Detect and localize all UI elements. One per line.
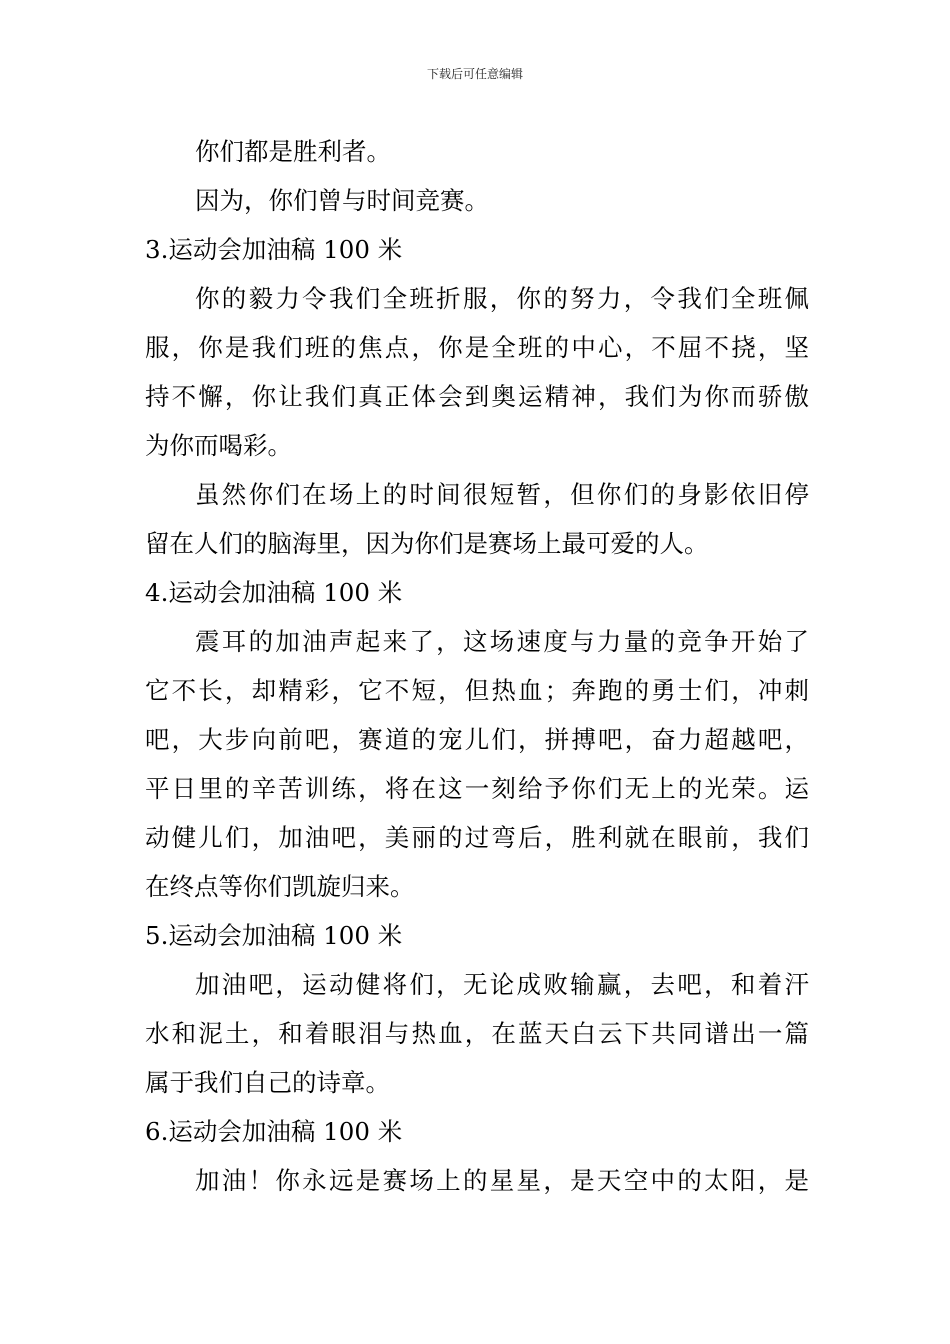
text-line: 虽然你们在场上的时间很短暂，但你们的身影依旧停: [195, 480, 809, 509]
text-line: 6.运动会加油稿 100 米: [145, 1117, 403, 1146]
text-line: 持不懈，你让我们真正体会到奥运精神，我们为你而骄傲: [145, 382, 809, 411]
text-line: 留在人们的脑海里，因为你们是赛场上最可爱的人。: [145, 529, 709, 558]
text-line: 3.运动会加油稿 100 米: [145, 235, 403, 264]
text-line: 震耳的加油声起来了，这场速度与力量的竞争开始了: [195, 627, 809, 656]
text-line: 动健儿们，加油吧，美丽的过弯后，胜利就在眼前，我们: [145, 823, 809, 852]
text-line: 你的毅力令我们全班折服，你的努力，令我们全班佩: [195, 284, 809, 313]
page-header: 下载后可任意编辑: [426, 67, 523, 81]
text-line: 加油吧，运动健将们，无论成败输赢，去吧，和着汗: [195, 970, 809, 999]
text-line: 在终点等你们凯旋归来。: [145, 872, 415, 901]
text-line: 5.运动会加油稿 100 米: [145, 921, 403, 950]
text-line: 你们都是胜利者。: [195, 137, 391, 166]
text-line: 属于我们自己的诗章。: [145, 1068, 390, 1097]
text-line: 加油！你永远是赛场上的星星，是天空中的太阳，是: [195, 1166, 809, 1195]
text-line: 水和泥土，和着眼泪与热血，在蓝天白云下共同谱出一篇: [145, 1019, 809, 1048]
document-body: [145, 127, 809, 1205]
text-line: 平日里的辛苦训练，将在这一刻给予你们无上的光荣。运: [145, 774, 809, 803]
text-line: 为你而喝彩。: [145, 431, 292, 460]
text-line: 服，你是我们班的焦点，你是全班的中心，不屈不挠，坚: [145, 333, 809, 362]
text-line: 4.运动会加油稿 100 米: [145, 578, 403, 607]
text-line: 吧，大步向前吧，赛道的宠儿们，拼搏吧，奋力超越吧，: [145, 725, 809, 754]
text-line: 它不长，却精彩，它不短，但热血；奔跑的勇士们，冲刺: [145, 676, 809, 705]
text-line: 因为，你们曾与时间竞赛。: [195, 186, 489, 215]
